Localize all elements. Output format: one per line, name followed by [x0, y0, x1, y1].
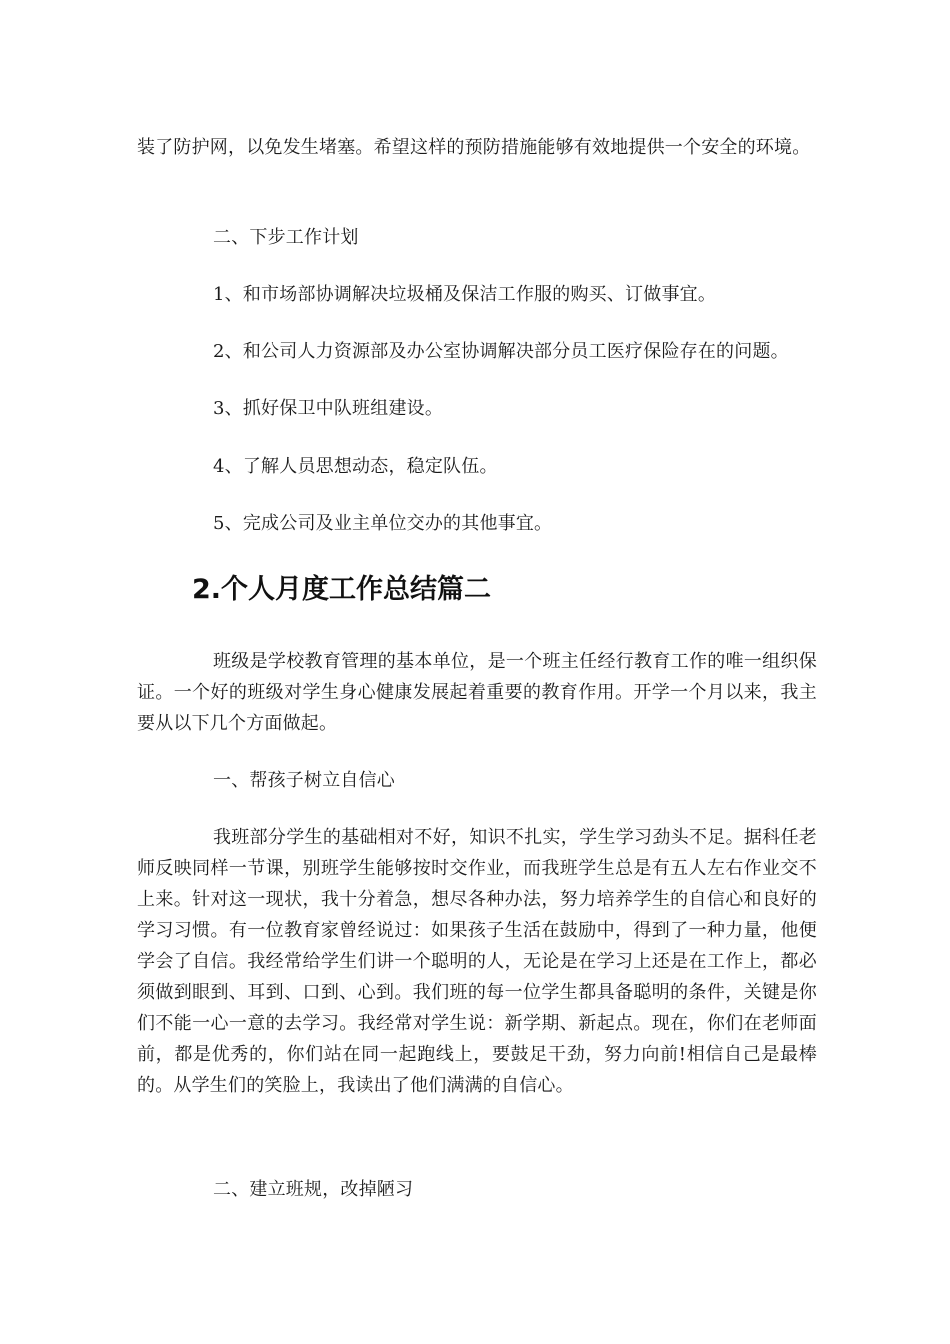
section-title-next-plan: 二、下步工作计划 — [213, 227, 359, 248]
plan-item-4: 4、了解人员思想动态，稳定队伍。 — [213, 456, 498, 477]
subsection-title-class-rules: 二、建立班规，改掉陋习 — [213, 1179, 414, 1200]
plan-item-1: 1、和市场部协调解决垃圾桶及保洁工作服的购买、订做事宜。 — [213, 284, 717, 305]
continuation-paragraph: 装了防护网，以免发生堵塞。希望这样的预防措施能够有效地提供一个安全的环境。 — [137, 137, 811, 158]
plan-item-2: 2、和公司人力资源部及办公室协调解决部分员工医疗保险存在的问题。 — [213, 341, 789, 362]
plan-item-5: 5、完成公司及业主单位交办的其他事宜。 — [213, 513, 553, 534]
confidence-paragraph: 我班部分学生的基础相对不好，知识不扎实，学生学习劲头不足。据科任老师反映同样一节课，别班学生能够按时交作业，而我班学生总是有五人左右作业交不上来。针对这一现状，我十分着急，想尽各种办法，努力培养学生的自信心和良好的学习习惯。有一位教育家曾经说过：如果孩子生活在鼓励中，得到了一种力量，他便学会了自信。我经常给学生们讲一个聪明的人，无论是在学习上还是在工作上，都必须做到眼到、耳到、口到、心到。我们班的每一位学生都具备聪明的条件，关键是你们不能一心一意的去学习。我经常对学生说：新学期、新起点。现在，你们在老师面前，都是优秀的，你们站在同一起跑线上，要鼓足干劲，努力向前!相信自己是最棒的。从学生们的笑脸上，我读出了他们满满的自信心。 — [137, 827, 817, 1096]
subsection-title-confidence: 一、帮孩子树立自信心 — [213, 770, 395, 791]
plan-item-3: 3、抓好保卫中队班组建设。 — [213, 398, 444, 419]
article-heading: 2.个人月度工作总结篇二 — [192, 574, 492, 605]
intro-paragraph: 班级是学校教育管理的基本单位，是一个班主任经行教育工作的唯一组织保证。一个好的班级对学生身心健康发展起着重要的教育作用。开学一个月以来，我主要从以下几个方面做起。 — [137, 651, 817, 734]
